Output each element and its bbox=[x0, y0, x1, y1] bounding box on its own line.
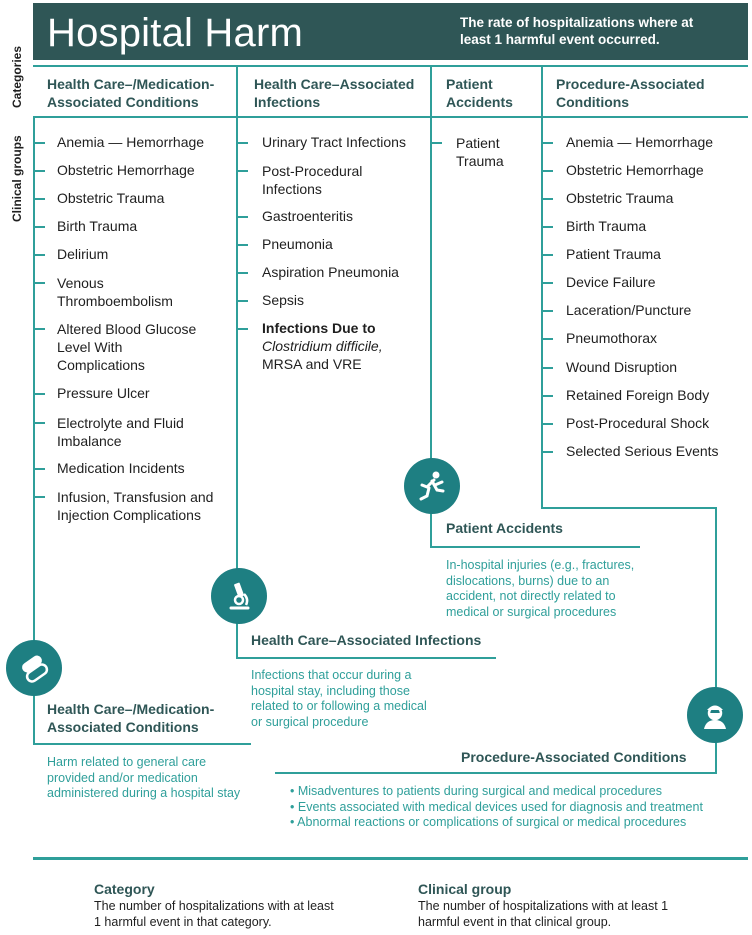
list-item: Clostridium difficile, bbox=[262, 338, 383, 354]
page-subtitle: The rate of hospitalizations where at least 1 harmful event occurred. bbox=[460, 15, 694, 47]
item-dash bbox=[33, 468, 45, 470]
bullet-text: Misadventures to patients during surgical and medical procedures bbox=[297, 784, 662, 798]
pills-icon bbox=[6, 640, 62, 696]
accidents-description-title: Patient Accidents bbox=[446, 520, 563, 536]
list-item: Urinary Tract Infections bbox=[262, 134, 406, 150]
list-item: Obstetric Hemorrhage bbox=[566, 162, 704, 178]
list-item: Pressure Ulcer bbox=[57, 385, 150, 401]
item-dash bbox=[33, 254, 45, 256]
category-header-medication: Health Care–/Medication-Associated Conditions bbox=[47, 76, 215, 110]
item-dash bbox=[430, 142, 442, 144]
procedure-connector-h bbox=[541, 507, 717, 509]
header-top-rule bbox=[33, 65, 748, 67]
item-dash bbox=[33, 198, 45, 200]
list-item: Birth Trauma bbox=[566, 218, 647, 234]
clinical-groups-side-label: Clinical groups bbox=[10, 135, 24, 222]
item-dash bbox=[541, 423, 553, 425]
column-divider-1 bbox=[236, 65, 238, 118]
list-item: Sepsis bbox=[262, 292, 305, 308]
item-dash bbox=[236, 170, 248, 172]
list-item: Post-Procedural Shock bbox=[566, 415, 710, 431]
accidents-description-rule bbox=[430, 546, 640, 548]
item-dash bbox=[541, 282, 553, 284]
list-item: Laceration/Puncture bbox=[566, 302, 692, 318]
header-banner bbox=[33, 3, 748, 60]
list-item: Aspiration Pneumonia bbox=[262, 264, 399, 280]
footer-clinical-group-text: The number of hospitalizations with at least 1 harmful event in that clinical group. bbox=[418, 899, 669, 929]
list-item: Pneumothorax bbox=[566, 330, 658, 346]
categories-side-label: Categories bbox=[10, 45, 24, 108]
list-item: Patient Trauma bbox=[566, 246, 661, 262]
procedure-description-rule bbox=[275, 772, 717, 774]
list-item: Retained Foreign Body bbox=[566, 387, 710, 403]
item-dash bbox=[236, 244, 248, 246]
footer-category-title: Category bbox=[94, 881, 155, 897]
procedure-flow-line bbox=[541, 116, 543, 508]
list-item: Post-Procedural Infections bbox=[262, 163, 363, 197]
item-dash bbox=[33, 142, 45, 144]
list-item: Gastroenteritis bbox=[262, 208, 354, 224]
falling-person-icon bbox=[404, 458, 460, 514]
item-dash bbox=[541, 367, 553, 369]
footer-category-text: The number of hospitalizations with at least 1 harmful event in that category. bbox=[94, 899, 334, 929]
item-dash bbox=[236, 272, 248, 274]
item-dash bbox=[33, 496, 45, 498]
category-header-procedure: Procedure-Associated Conditions bbox=[556, 76, 705, 110]
list-item: Selected Serious Events bbox=[566, 443, 719, 459]
item-dash bbox=[541, 310, 553, 312]
item-dash bbox=[541, 198, 553, 200]
list-item: Infections Due to bbox=[262, 320, 376, 336]
item-dash bbox=[33, 170, 45, 172]
item-dash bbox=[33, 422, 45, 424]
procedure-bullet-list bbox=[290, 784, 730, 831]
list-item: Medication Incidents bbox=[57, 460, 185, 476]
item-dash bbox=[236, 216, 248, 218]
list-item: • Misadventures to patients during surgical and medical procedures bbox=[290, 784, 662, 798]
medication-description-rule bbox=[33, 743, 251, 745]
item-dash bbox=[236, 328, 248, 330]
list-item: Infusion, Transfusion and Injection Complications bbox=[57, 489, 214, 523]
medication-description-text: Harm related to general care provided and/or medication administered during a hospital stay bbox=[47, 755, 241, 800]
list-item: • Abnormal reactions or complications of surgical or medical procedures bbox=[290, 815, 687, 829]
list-item: Obstetric Trauma bbox=[57, 190, 165, 206]
microscope-icon bbox=[211, 568, 267, 624]
item-dash bbox=[541, 338, 553, 340]
accidents-description-text: In-hospital injuries (e.g., fractures, dislocations, burns) due to an accident, not directly related to medical or surgical procedures bbox=[446, 558, 635, 619]
footer-clinical-group-title: Clinical group bbox=[418, 881, 512, 897]
infections-description-text: Infections that occur during a hospital stay, including those related to or following a medical or surgical procedure bbox=[251, 668, 427, 729]
item-dash bbox=[541, 254, 553, 256]
list-item: Venous Thromboembolism bbox=[57, 275, 173, 309]
item-dash bbox=[541, 170, 553, 172]
footer-rule bbox=[33, 857, 748, 860]
surgeon-icon bbox=[687, 687, 743, 743]
list-item: Obstetric Hemorrhage bbox=[57, 162, 195, 178]
item-dash bbox=[33, 226, 45, 228]
bullet-text: Abnormal reactions or complications of surgical or medical procedures bbox=[297, 815, 687, 829]
infections-description-title: Health Care–Associated Infections bbox=[251, 632, 482, 648]
list-item: Obstetric Trauma bbox=[566, 190, 674, 206]
bullet-text: Events associated with medical devices used for diagnosis and treatment bbox=[297, 799, 703, 814]
item-dash bbox=[33, 328, 45, 330]
list-item: Patient Trauma bbox=[456, 135, 504, 169]
list-item: Pneumonia bbox=[262, 236, 333, 252]
medication-description-title: Health Care–/Medication-Associated Conditions bbox=[47, 701, 215, 735]
list-item: Altered Blood Glucose Level With Complications bbox=[57, 321, 197, 373]
list-item: Anemia — Hemorrhage bbox=[57, 134, 205, 150]
list-item: Wound Disruption bbox=[566, 359, 678, 375]
list-item: Device Failure bbox=[566, 274, 656, 290]
list-item: • Events associated with medical devices used for diagnosis and treatment bbox=[290, 799, 703, 814]
item-dash bbox=[541, 142, 553, 144]
column-divider-2 bbox=[430, 65, 432, 118]
list-item: Electrolyte and Fluid Imbalance bbox=[57, 415, 184, 449]
list-item: MRSA and VRE bbox=[262, 356, 362, 372]
item-dash bbox=[236, 142, 248, 144]
item-dash bbox=[541, 451, 553, 453]
procedure-description-title: Procedure-Associated Conditions bbox=[461, 749, 687, 765]
infections-description-rule bbox=[236, 657, 496, 659]
header-bottom-rule bbox=[33, 116, 748, 118]
list-item: Delirium bbox=[57, 246, 109, 262]
item-dash bbox=[33, 282, 45, 284]
page-title: Hospital Harm bbox=[47, 11, 303, 55]
item-dash bbox=[33, 393, 45, 395]
list-item: Anemia — Hemorrhage bbox=[566, 134, 714, 150]
item-dash bbox=[541, 395, 553, 397]
list-item: Birth Trauma bbox=[57, 218, 138, 234]
item-dash bbox=[236, 300, 248, 302]
category-header-infections: Health Care–Associated Infections bbox=[254, 76, 415, 110]
item-dash bbox=[541, 226, 553, 228]
category-header-accidents: Patient Accidents bbox=[446, 76, 513, 110]
column-divider-3 bbox=[541, 65, 543, 118]
